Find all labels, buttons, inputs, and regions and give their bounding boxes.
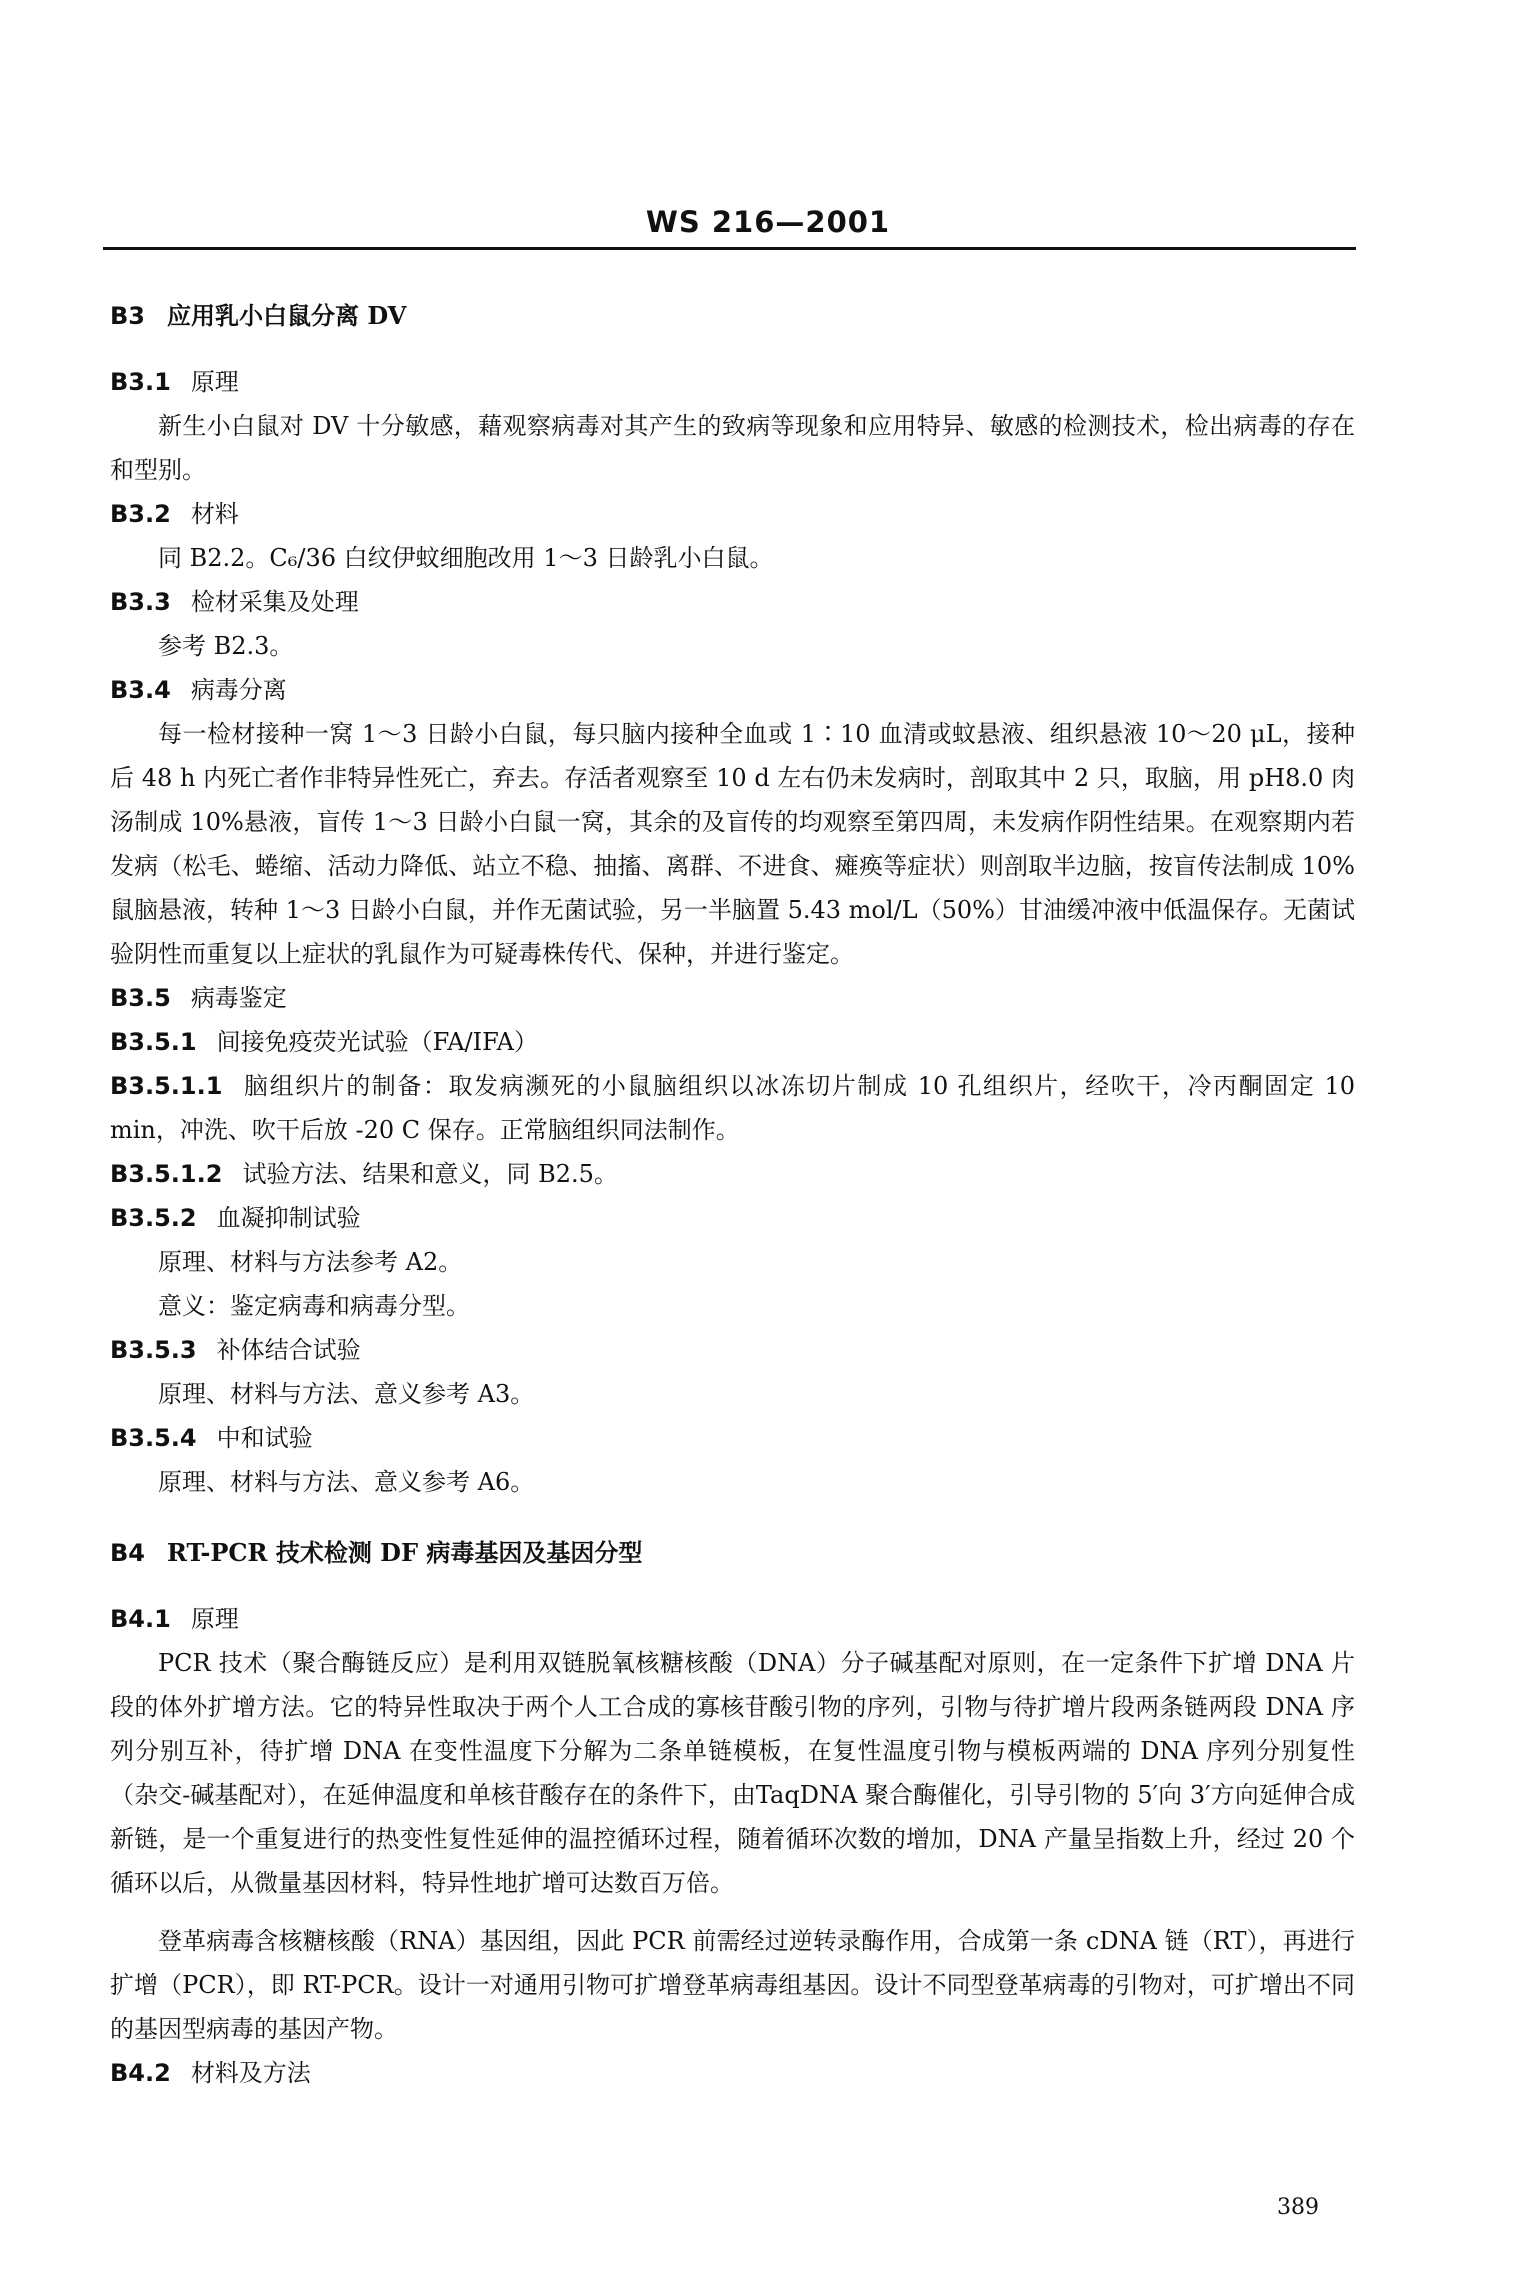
subsection-number: B4.2 [110,2059,171,2087]
subsection-title: 原理 [190,368,239,396]
clause-b3-5-1-2 [110,1152,1355,1196]
section-heading-b4 [110,1529,1355,1577]
subsection-title: 材料 [190,500,239,528]
paragraph-b3-1: 新生小白鼠对 DV 十分敏感，藉观察病毒对其产生的致病等现象和应用特异、敏感的检测技术，检出病毒的存在和型别。 [110,412,1355,484]
page-number: 389 [1277,2195,1319,2220]
subsection-title: 间接免疫荧光试验（FA/IFA） [216,1028,538,1056]
subsection-number: B3.5.3 [110,1336,197,1364]
standard-header: WS 216—2001 [645,205,891,239]
subsection-title: 补体结合试验 [216,1336,361,1364]
subsection-title: 原理 [190,1605,239,1633]
subsection-title: 材料及方法 [190,2059,311,2087]
header-rule [103,247,1356,250]
subsection-heading-b3-5-3 [110,1328,1355,1372]
subsection-title: 中和试验 [216,1424,313,1452]
clause-text: 试验方法、结果和意义，同 B2.5。 [242,1160,618,1188]
clause-number: B3.5.1.2 [110,1160,223,1188]
subsection-title: 病毒鉴定 [190,984,287,1012]
section-title: 应用乳小白鼠分离 DV [167,301,407,330]
section-title: RT-PCR 技术检测 DF 病毒基因及基因分型 [167,1538,643,1567]
subsection-heading-b3-1 [110,360,1355,404]
subsection-title: 检材采集及处理 [190,588,359,616]
subsection-heading-b3-5-4 [110,1416,1355,1460]
subsection-heading-b3-5 [110,976,1355,1020]
subsection-number: B3.5.1 [110,1028,197,1056]
clause-text: 脑组织片的制备：取发病濒死的小鼠脑组织以冰冻切片制成 10 孔组织片，经吹干，冷丙酮固定 10 min，冲洗、吹干后放 -20 C 保存。正常脑组织同法制作。 [110,1072,1355,1144]
paragraph-b3-5-3: 原理、材料与方法、意义参考 A3。 [158,1380,535,1408]
subsection-number: B3.5.2 [110,1204,197,1232]
paragraph-b3-5-1-1 [110,1064,1355,1152]
subsection-heading-b3-3 [110,580,1355,624]
paragraph-b3-5-2-method: 原理、材料与方法参考 A2。 [158,1248,463,1276]
paragraph-b4-1-rtpcr: 登革病毒含核糖核酸（RNA）基因组，因此 PCR 前需经过逆转录酶作用，合成第一条 cDNA 链（RT），再进行扩增（PCR），即 RT-PCR。设计一对通用引物可扩增登革病毒组基因。设计不同型登革病毒的引物对，可扩增出不同的基因型病毒的基因产物。 [110,1927,1355,2043]
subsection-number: B3.2 [110,500,171,528]
subsection-heading-b3-4 [110,668,1355,712]
paragraph-b3-4: 每一检材接种一窝 1～3 日龄小白鼠，每只脑内接种全血或 1∶10 血清或蚊悬液、组织悬液 10～20 μL，接种后 48 h 内死亡者作非特异性死亡，弃去。存活者观察至 10 d 左右仍未发病时，剖取其中 2 只，取脑，用 pH8.0 肉汤制成 10%悬液，盲传 1～3 日龄小白鼠一窝，其余的及盲传的均观察至第四周，未发病作阴性结果。在观察期内若发病（松毛、蜷缩、活动力降低、站立不稳、抽搐、离群、不进食、瘫痪等症状）则剖取半边脑，按盲传法制成 10%鼠脑悬液，转种 1～3 日龄小白鼠，并作无菌试验，另一半脑置 5.43 mol/L（50%）甘油缓冲液中低温保存。无菌试验阴性而重复以上症状的乳鼠作为可疑毒株传代、保种，并进行鉴定。 [110,720,1355,968]
subsection-title: 血凝抑制试验 [216,1204,361,1232]
paragraph-b3-3: 参考 B2.3。 [158,632,294,660]
clause-number: B3.5.1.1 [110,1072,223,1100]
paragraph-b3-2: 同 B2.2。C₆/36 白纹伊蚊细胞改用 1～3 日龄乳小白鼠。 [158,544,774,572]
paragraph-b3-5-2-meaning: 意义：鉴定病毒和病毒分型。 [158,1292,470,1320]
subsection-heading-b3-2 [110,492,1355,536]
subsection-heading-b4-1 [110,1597,1355,1641]
subsection-heading-b3-5-2 [110,1196,1355,1240]
section-number: B4 [110,1539,145,1567]
subsection-number: B3.5 [110,984,171,1012]
document-body [110,292,1355,2095]
subsection-heading-b3-5-1 [110,1020,1355,1064]
subsection-number: B3.4 [110,676,171,704]
paragraph-b3-5-4: 原理、材料与方法、意义参考 A6。 [158,1468,535,1496]
subsection-number: B3.1 [110,368,171,396]
subsection-number: B3.3 [110,588,171,616]
subsection-title: 病毒分离 [190,676,287,704]
subsection-heading-b4-2 [110,2051,1355,2095]
section-heading-b3 [110,292,1355,340]
subsection-number: B3.5.4 [110,1424,197,1452]
subsection-number: B4.1 [110,1605,171,1633]
section-number: B3 [110,302,145,330]
paragraph-b4-1-pcr: PCR 技术（聚合酶链反应）是利用双链脱氧核糖核酸（DNA）分子碱基配对原则，在一定条件下扩增 DNA 片段的体外扩增方法。它的特异性取决于两个人工合成的寡核苷酸引物的序列，引物与待扩增片段两条链两段 DNA 序列分别互补，待扩增 DNA 在变性温度下分解为二条单链模板，在复性温度引物与模板两端的 DNA 序列分别复性（杂交-碱基配对），在延伸温度和单核苷酸存在的条件下，由TaqDNA 聚合酶催化，引导引物的 5′向 3′方向延伸合成新链，是一个重复进行的热变性复性延伸的温控循环过程，随着循环次数的增加，DNA 产量呈指数上升，经过 20 个循环以后，从微量基因材料，特异性地扩增可达数百万倍。 [110,1649,1355,1897]
